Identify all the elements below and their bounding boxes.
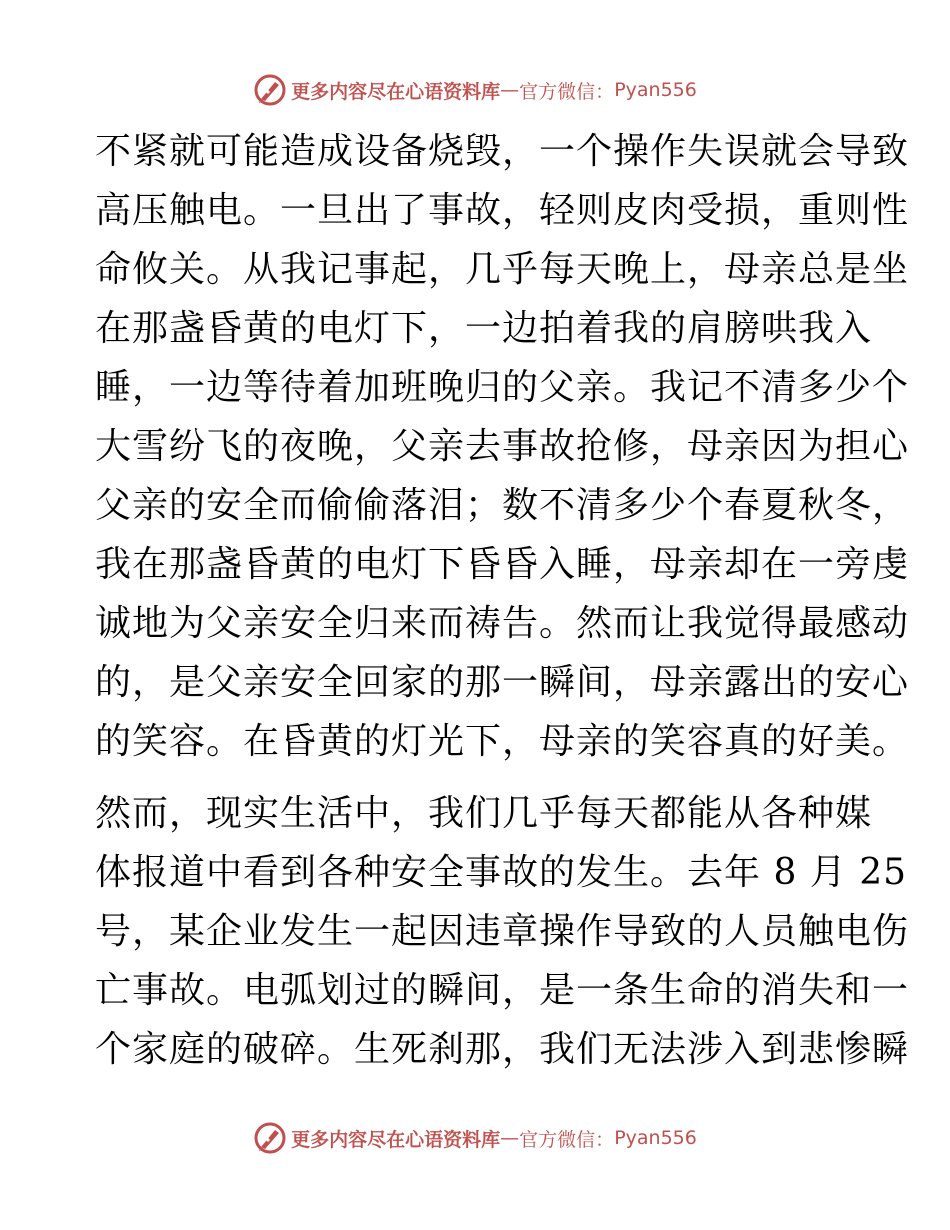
text-line: 然而，现实生活中，我们几乎每天都能从各种媒	[95, 793, 873, 834]
text-line: 个家庭的破碎。生死刹那，我们无法涉入到悲惨瞬	[95, 1029, 910, 1070]
text-line: 睡，一边等待着加班晚归的父亲。我记不清多少个	[95, 367, 910, 408]
header-separator: —	[500, 79, 520, 101]
text-line: 体报道中看到各种安全事故的发生。去年 8 月 25	[95, 852, 908, 893]
text-line: 高压触电。一旦出了事故，轻则皮肉受损，重则性	[95, 190, 910, 231]
header-official-label: 官方微信：	[519, 80, 615, 103]
document-body	[95, 122, 910, 1079]
text-line: 不紧就可能造成设备烧毁，一个操作失误就会导致	[95, 131, 910, 172]
text-line: 大雪纷飞的夜晚，父亲去事故抢修，母亲因为担心	[95, 426, 910, 467]
text-line: 我在那盏昏黄的电灯下昏昏入睡，母亲却在一旁虔	[95, 544, 910, 585]
text-line: 的笑容。在昏黄的灯光下，母亲的笑容真的好美。	[95, 721, 910, 762]
footer-official-label: 官方微信：	[519, 1128, 615, 1151]
text-line: 在那盏昏黄的电灯下，一边拍着我的肩膀哄我入	[95, 308, 873, 349]
header-banner	[0, 70, 950, 110]
footer-separator: —	[500, 1127, 520, 1149]
text-line: 父亲的安全而偷偷落泪；数不清多少个春夏秋冬，	[95, 485, 910, 526]
footer-brand-text: 更多内容尽在心语资料库	[291, 1128, 501, 1151]
quill-pen-logo-icon	[253, 73, 287, 107]
text-line: 亡事故。电弧划过的瞬间，是一条生命的消失和一	[95, 970, 910, 1011]
text-line: 的，是父亲安全回家的那一瞬间，母亲露出的安心	[95, 662, 910, 703]
footer-wechat-id: Pyan556	[614, 1127, 697, 1149]
text-line: 号，某企业发生一起因违章操作导致的人员触电伤	[95, 911, 910, 952]
text-line: 命攸关。从我记事起，几乎每天晚上，母亲总是坐	[95, 249, 910, 290]
header-wechat-id: Pyan556	[614, 79, 697, 101]
text-line: 诚地为父亲安全归来而祷告。然而让我觉得最感动	[95, 603, 910, 644]
paragraph-gap	[95, 771, 865, 784]
footer-banner	[0, 1118, 950, 1158]
header-brand-text: 更多内容尽在心语资料库	[291, 80, 501, 103]
quill-pen-logo-icon	[253, 1121, 287, 1155]
